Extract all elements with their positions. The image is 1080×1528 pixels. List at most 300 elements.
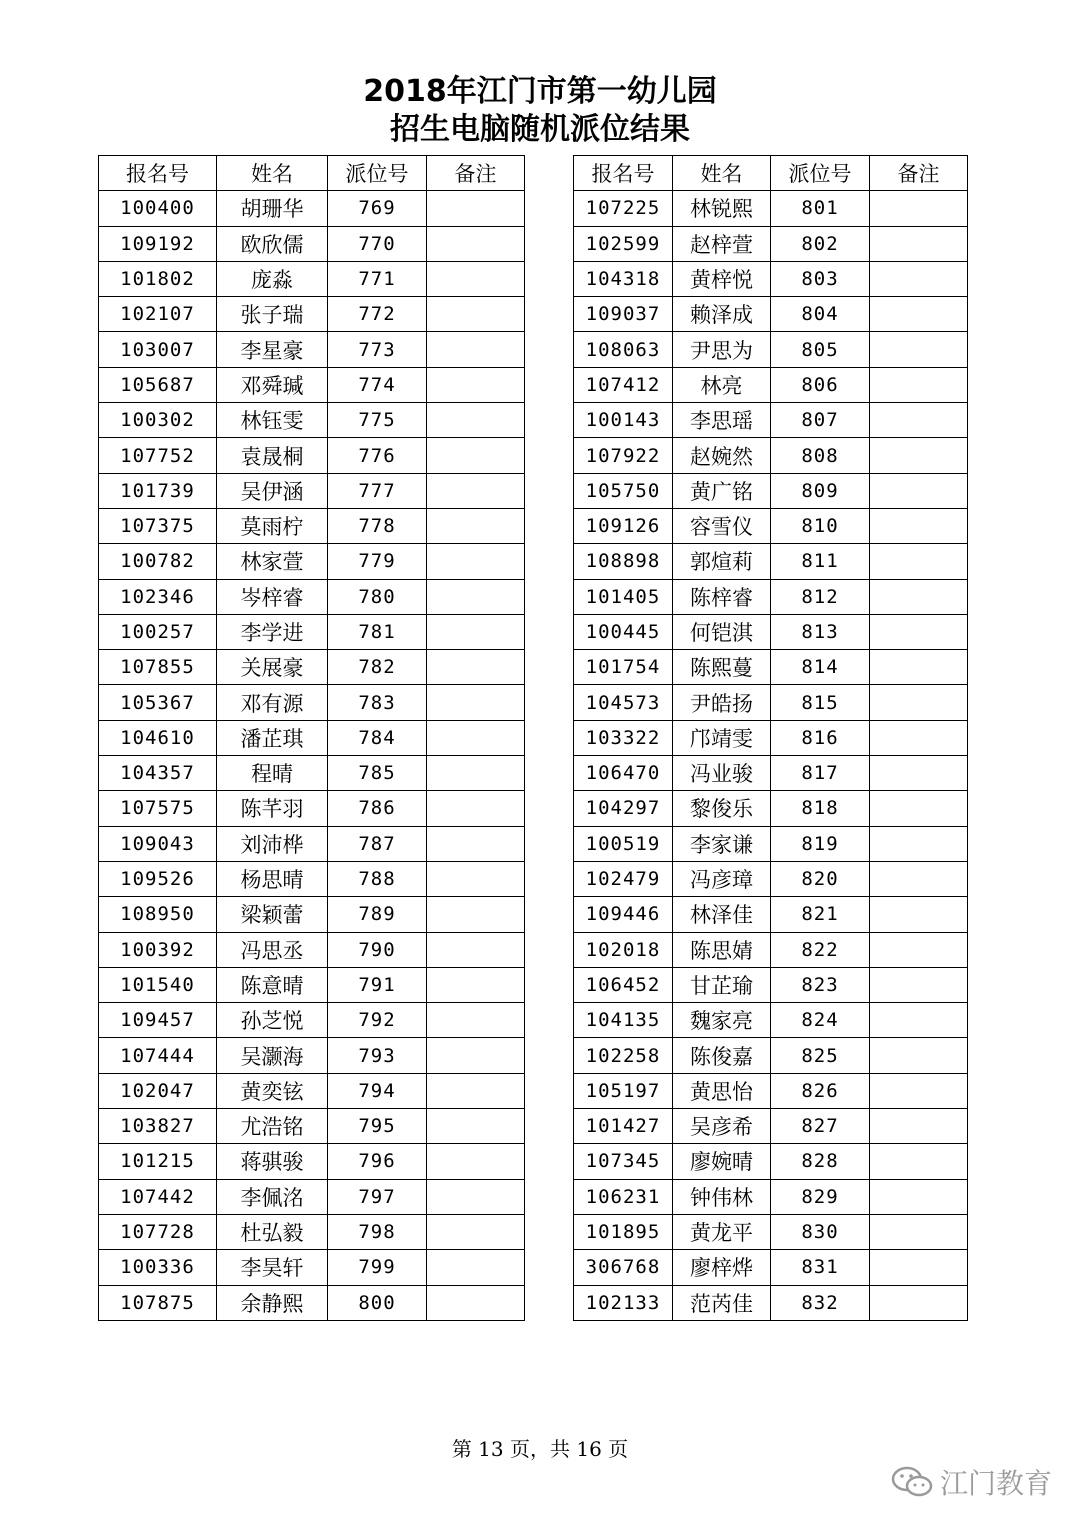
registration-no-cell: 109526 — [99, 861, 217, 896]
table-row — [99, 756, 525, 791]
remark-cell — [427, 261, 525, 296]
registration-no-cell: 100336 — [99, 1250, 217, 1285]
name-cell: 孙芝悦 — [217, 1003, 328, 1038]
registration-no-cell: 109457 — [99, 1003, 217, 1038]
name-cell: 尤浩铭 — [217, 1109, 328, 1144]
assigned-no-cell: 796 — [328, 1144, 427, 1179]
remark-cell — [870, 685, 968, 720]
assigned-no-cell: 772 — [328, 297, 427, 332]
registration-no-cell: 103322 — [574, 720, 673, 755]
name-cell: 庞淼 — [217, 261, 328, 296]
registration-no-cell: 100302 — [99, 403, 217, 438]
name-cell: 陈芊羽 — [217, 791, 328, 826]
remark-cell — [870, 650, 968, 685]
remark-cell — [870, 861, 968, 896]
table-row — [574, 791, 968, 826]
table-row — [99, 544, 525, 579]
assigned-no-cell: 797 — [328, 1179, 427, 1214]
remark-cell — [870, 1003, 968, 1038]
table-row — [99, 685, 525, 720]
table-row — [574, 650, 968, 685]
table-row — [574, 1003, 968, 1038]
table-row — [99, 932, 525, 967]
remark-cell — [870, 579, 968, 614]
assigned-no-cell: 811 — [771, 544, 870, 579]
name-cell: 李家谦 — [673, 826, 771, 861]
name-cell: 赖泽成 — [673, 297, 771, 332]
table-row — [99, 897, 525, 932]
assigned-no-cell: 825 — [771, 1038, 870, 1073]
registration-no-cell: 101427 — [574, 1109, 673, 1144]
table-row — [574, 826, 968, 861]
page-subtitle: 招生电脑随机派位结果 — [390, 112, 690, 147]
name-cell: 廖婉晴 — [673, 1144, 771, 1179]
table-header-row — [99, 156, 525, 191]
table-row — [574, 614, 968, 649]
name-cell: 梁颖蕾 — [217, 897, 328, 932]
remark-cell — [427, 332, 525, 367]
registration-no-cell: 102599 — [574, 226, 673, 261]
name-cell: 冯业骏 — [673, 756, 771, 791]
assigned-no-cell: 814 — [771, 650, 870, 685]
header-name: 姓名 — [673, 156, 771, 191]
remark-cell — [427, 473, 525, 508]
registration-no-cell: 105750 — [574, 473, 673, 508]
name-cell: 林家萱 — [217, 544, 328, 579]
header-assigned-no: 派位号 — [328, 156, 427, 191]
assigned-no-cell: 813 — [771, 614, 870, 649]
assigned-no-cell: 827 — [771, 1109, 870, 1144]
remark-cell — [427, 614, 525, 649]
table-row — [574, 226, 968, 261]
table-row — [574, 685, 968, 720]
assigned-no-cell: 832 — [771, 1285, 870, 1320]
name-cell: 陈熙蔓 — [673, 650, 771, 685]
table-row — [574, 191, 968, 226]
registration-no-cell: 102047 — [99, 1073, 217, 1108]
name-cell: 赵婉然 — [673, 438, 771, 473]
registration-no-cell: 103827 — [99, 1109, 217, 1144]
registration-no-cell: 106452 — [574, 967, 673, 1002]
name-cell: 陈俊嘉 — [673, 1038, 771, 1073]
table-row — [574, 332, 968, 367]
table-row — [99, 1214, 525, 1249]
name-cell: 关展豪 — [217, 650, 328, 685]
assigned-no-cell: 806 — [771, 367, 870, 402]
table-row — [574, 261, 968, 296]
name-cell: 潘芷琪 — [217, 720, 328, 755]
remark-cell — [870, 1214, 968, 1249]
assigned-no-cell: 783 — [328, 685, 427, 720]
table-row — [574, 1073, 968, 1108]
remark-cell — [427, 1073, 525, 1108]
table-row — [99, 791, 525, 826]
header-assigned-no: 派位号 — [771, 156, 870, 191]
assigned-no-cell: 802 — [771, 226, 870, 261]
name-cell: 郭煊莉 — [673, 544, 771, 579]
table-row — [99, 191, 525, 226]
remark-cell — [427, 367, 525, 402]
registration-no-cell: 107225 — [574, 191, 673, 226]
header-remark: 备注 — [427, 156, 525, 191]
table-row — [574, 720, 968, 755]
name-cell: 邓舜瑊 — [217, 367, 328, 402]
table-row — [574, 756, 968, 791]
assigned-no-cell: 774 — [328, 367, 427, 402]
remark-cell — [427, 897, 525, 932]
registration-no-cell: 102107 — [99, 297, 217, 332]
name-cell: 蒋骐骏 — [217, 1144, 328, 1179]
remark-cell — [870, 614, 968, 649]
registration-no-cell: 108063 — [574, 332, 673, 367]
watermark — [890, 1462, 1052, 1502]
table-row — [99, 826, 525, 861]
table-row — [574, 861, 968, 896]
table-row — [574, 297, 968, 332]
remark-cell — [870, 332, 968, 367]
assigned-no-cell: 788 — [328, 861, 427, 896]
assigned-no-cell: 789 — [328, 897, 427, 932]
assigned-no-cell: 771 — [328, 261, 427, 296]
wechat-icon — [890, 1464, 934, 1500]
assigned-no-cell: 816 — [771, 720, 870, 755]
remark-cell — [870, 1073, 968, 1108]
registration-no-cell: 101802 — [99, 261, 217, 296]
remark-cell — [870, 1144, 968, 1179]
name-cell: 冯思丞 — [217, 932, 328, 967]
name-cell: 李学进 — [217, 614, 328, 649]
name-cell: 何铠淇 — [673, 614, 771, 649]
registration-no-cell: 105687 — [99, 367, 217, 402]
registration-no-cell: 108950 — [99, 897, 217, 932]
registration-no-cell: 106231 — [574, 1179, 673, 1214]
header-registration-no: 报名号 — [574, 156, 673, 191]
registration-no-cell: 109446 — [574, 897, 673, 932]
registration-no-cell: 101405 — [574, 579, 673, 614]
assigned-no-cell: 826 — [771, 1073, 870, 1108]
table-row — [574, 403, 968, 438]
assigned-no-cell: 798 — [328, 1214, 427, 1249]
registration-no-cell: 107728 — [99, 1214, 217, 1249]
remark-cell — [427, 508, 525, 543]
table-row — [99, 508, 525, 543]
table-row — [99, 1144, 525, 1179]
assigned-no-cell: 817 — [771, 756, 870, 791]
remark-cell — [427, 1285, 525, 1320]
remark-cell — [427, 861, 525, 896]
registration-no-cell: 107345 — [574, 1144, 673, 1179]
remark-cell — [427, 1179, 525, 1214]
table-row — [574, 1250, 968, 1285]
name-cell: 杨思晴 — [217, 861, 328, 896]
assigned-no-cell: 807 — [771, 403, 870, 438]
remark-cell — [427, 932, 525, 967]
assigned-no-cell: 801 — [771, 191, 870, 226]
remark-cell — [870, 932, 968, 967]
remark-cell — [427, 826, 525, 861]
table-row — [99, 332, 525, 367]
remark-cell — [427, 403, 525, 438]
assigned-no-cell: 809 — [771, 473, 870, 508]
table-row — [574, 473, 968, 508]
registration-no-cell: 104610 — [99, 720, 217, 755]
name-cell: 邝靖雯 — [673, 720, 771, 755]
page-footer: 第 13 页，共 16 页 — [451, 1437, 629, 1461]
assigned-no-cell: 776 — [328, 438, 427, 473]
remark-cell — [870, 261, 968, 296]
name-cell: 尹思为 — [673, 332, 771, 367]
table-row — [574, 932, 968, 967]
assigned-no-cell: 782 — [328, 650, 427, 685]
registration-no-cell: 109126 — [574, 508, 673, 543]
remark-cell — [427, 1003, 525, 1038]
name-cell: 冯彦璋 — [673, 861, 771, 896]
table-row — [99, 1038, 525, 1073]
assigned-no-cell: 824 — [771, 1003, 870, 1038]
remark-cell — [870, 897, 968, 932]
registration-no-cell: 109037 — [574, 297, 673, 332]
name-cell: 赵梓萱 — [673, 226, 771, 261]
registration-no-cell: 101895 — [574, 1214, 673, 1249]
table-row — [99, 579, 525, 614]
registration-no-cell: 100782 — [99, 544, 217, 579]
table-row — [574, 1285, 968, 1320]
header-remark: 备注 — [870, 156, 968, 191]
registration-no-cell: 108898 — [574, 544, 673, 579]
name-cell: 胡珊华 — [217, 191, 328, 226]
assigned-no-cell: 810 — [771, 508, 870, 543]
registration-no-cell: 102479 — [574, 861, 673, 896]
registration-no-cell: 101739 — [99, 473, 217, 508]
assigned-no-cell: 770 — [328, 226, 427, 261]
assigned-no-cell: 792 — [328, 1003, 427, 1038]
name-cell: 陈梓睿 — [673, 579, 771, 614]
remark-cell — [870, 1179, 968, 1214]
assigned-no-cell: 791 — [328, 967, 427, 1002]
remark-cell — [870, 1109, 968, 1144]
remark-cell — [870, 826, 968, 861]
table-row — [574, 1214, 968, 1249]
assigned-no-cell: 787 — [328, 826, 427, 861]
name-cell: 范芮佳 — [673, 1285, 771, 1320]
results-table-right — [573, 155, 968, 1321]
name-cell: 吴伊涵 — [217, 473, 328, 508]
name-cell: 黄广铭 — [673, 473, 771, 508]
assigned-no-cell: 804 — [771, 297, 870, 332]
table-row — [99, 473, 525, 508]
remark-cell — [870, 756, 968, 791]
registration-no-cell: 102018 — [574, 932, 673, 967]
assigned-no-cell: 822 — [771, 932, 870, 967]
assigned-no-cell: 775 — [328, 403, 427, 438]
assigned-no-cell: 773 — [328, 332, 427, 367]
remark-cell — [427, 756, 525, 791]
name-cell: 尹皓扬 — [673, 685, 771, 720]
remark-cell — [427, 1214, 525, 1249]
registration-no-cell: 306768 — [574, 1250, 673, 1285]
registration-no-cell: 107412 — [574, 367, 673, 402]
remark-cell — [870, 544, 968, 579]
table-row — [574, 579, 968, 614]
remark-cell — [870, 473, 968, 508]
remark-cell — [870, 791, 968, 826]
registration-no-cell: 104357 — [99, 756, 217, 791]
table-row — [574, 544, 968, 579]
assigned-no-cell: 818 — [771, 791, 870, 826]
table-row — [574, 1144, 968, 1179]
name-cell: 邓有源 — [217, 685, 328, 720]
table-row — [99, 1073, 525, 1108]
name-cell: 甘芷瑜 — [673, 967, 771, 1002]
registration-no-cell: 100519 — [574, 826, 673, 861]
assigned-no-cell: 808 — [771, 438, 870, 473]
remark-cell — [870, 508, 968, 543]
name-cell: 岑梓睿 — [217, 579, 328, 614]
table-row — [99, 650, 525, 685]
name-cell: 李思瑶 — [673, 403, 771, 438]
remark-cell — [427, 720, 525, 755]
registration-no-cell: 109192 — [99, 226, 217, 261]
registration-no-cell: 100400 — [99, 191, 217, 226]
assigned-no-cell: 820 — [771, 861, 870, 896]
assigned-no-cell: 769 — [328, 191, 427, 226]
remark-cell — [427, 967, 525, 1002]
table-row — [99, 614, 525, 649]
assigned-no-cell: 819 — [771, 826, 870, 861]
registration-no-cell: 105197 — [574, 1073, 673, 1108]
name-cell: 魏家亮 — [673, 1003, 771, 1038]
name-cell: 杜弘毅 — [217, 1214, 328, 1249]
remark-cell — [870, 403, 968, 438]
table-header-row — [574, 156, 968, 191]
name-cell: 黎俊乐 — [673, 791, 771, 826]
remark-cell — [427, 579, 525, 614]
watermark-text: 江门教育 — [940, 1467, 1053, 1500]
page-title: 2018年江门市第一幼儿园 — [363, 74, 717, 109]
assigned-no-cell: 777 — [328, 473, 427, 508]
registration-no-cell: 103007 — [99, 332, 217, 367]
remark-cell — [870, 1038, 968, 1073]
table-row — [99, 1179, 525, 1214]
remark-cell — [427, 191, 525, 226]
assigned-no-cell: 812 — [771, 579, 870, 614]
assigned-no-cell: 821 — [771, 897, 870, 932]
name-cell: 张子瑞 — [217, 297, 328, 332]
name-cell: 黄龙平 — [673, 1214, 771, 1249]
assigned-no-cell: 800 — [328, 1285, 427, 1320]
registration-no-cell: 100445 — [574, 614, 673, 649]
name-cell: 李佩洺 — [217, 1179, 328, 1214]
name-cell: 廖梓烨 — [673, 1250, 771, 1285]
assigned-no-cell: 829 — [771, 1179, 870, 1214]
table-row — [99, 438, 525, 473]
table-row — [99, 1285, 525, 1320]
name-cell: 林钰雯 — [217, 403, 328, 438]
table-row — [99, 403, 525, 438]
registration-no-cell: 100257 — [99, 614, 217, 649]
table-row — [99, 297, 525, 332]
remark-cell — [870, 367, 968, 402]
registration-no-cell: 101540 — [99, 967, 217, 1002]
assigned-no-cell: 828 — [771, 1144, 870, 1179]
remark-cell — [870, 438, 968, 473]
remark-cell — [427, 1109, 525, 1144]
remark-cell — [870, 226, 968, 261]
table-row — [99, 1109, 525, 1144]
registration-no-cell: 104318 — [574, 261, 673, 296]
remark-cell — [427, 650, 525, 685]
remark-cell — [870, 1285, 968, 1320]
assigned-no-cell: 815 — [771, 685, 870, 720]
name-cell: 莫雨柠 — [217, 508, 328, 543]
remark-cell — [427, 438, 525, 473]
name-cell: 林亮 — [673, 367, 771, 402]
name-cell: 黄梓悦 — [673, 261, 771, 296]
registration-no-cell: 101215 — [99, 1144, 217, 1179]
registration-no-cell: 107575 — [99, 791, 217, 826]
name-cell: 黄奕铉 — [217, 1073, 328, 1108]
registration-no-cell: 107442 — [99, 1179, 217, 1214]
table-row — [99, 367, 525, 402]
results-table-left — [98, 155, 525, 1321]
table-row — [99, 1003, 525, 1038]
remark-cell — [870, 720, 968, 755]
remark-cell — [427, 1250, 525, 1285]
table-row — [574, 367, 968, 402]
assigned-no-cell: 781 — [328, 614, 427, 649]
table-row — [99, 967, 525, 1002]
assigned-no-cell: 779 — [328, 544, 427, 579]
name-cell: 林泽佳 — [673, 897, 771, 932]
name-cell: 吴灏海 — [217, 1038, 328, 1073]
remark-cell — [427, 226, 525, 261]
table-row — [99, 861, 525, 896]
registration-no-cell: 104135 — [574, 1003, 673, 1038]
assigned-no-cell: 793 — [328, 1038, 427, 1073]
remark-cell — [870, 191, 968, 226]
name-cell: 黄思怡 — [673, 1073, 771, 1108]
assigned-no-cell: 795 — [328, 1109, 427, 1144]
remark-cell — [427, 297, 525, 332]
remark-cell — [870, 967, 968, 1002]
assigned-no-cell: 785 — [328, 756, 427, 791]
registration-no-cell: 102258 — [574, 1038, 673, 1073]
header-registration-no: 报名号 — [99, 156, 217, 191]
assigned-no-cell: 794 — [328, 1073, 427, 1108]
assigned-no-cell: 803 — [771, 261, 870, 296]
registration-no-cell: 102133 — [574, 1285, 673, 1320]
assigned-no-cell: 780 — [328, 579, 427, 614]
name-cell: 余静熙 — [217, 1285, 328, 1320]
registration-no-cell: 107855 — [99, 650, 217, 685]
registration-no-cell: 106470 — [574, 756, 673, 791]
registration-no-cell: 107752 — [99, 438, 217, 473]
remark-cell — [870, 297, 968, 332]
registration-no-cell: 100392 — [99, 932, 217, 967]
name-cell: 容雪仪 — [673, 508, 771, 543]
table-row — [574, 1179, 968, 1214]
assigned-no-cell: 830 — [771, 1214, 870, 1249]
registration-no-cell: 101754 — [574, 650, 673, 685]
registration-no-cell: 107875 — [99, 1285, 217, 1320]
name-cell: 林锐熙 — [673, 191, 771, 226]
registration-no-cell: 107375 — [99, 508, 217, 543]
name-cell: 刘沛桦 — [217, 826, 328, 861]
table-row — [99, 720, 525, 755]
header-name: 姓名 — [217, 156, 328, 191]
name-cell: 吴彦希 — [673, 1109, 771, 1144]
table-row — [574, 897, 968, 932]
